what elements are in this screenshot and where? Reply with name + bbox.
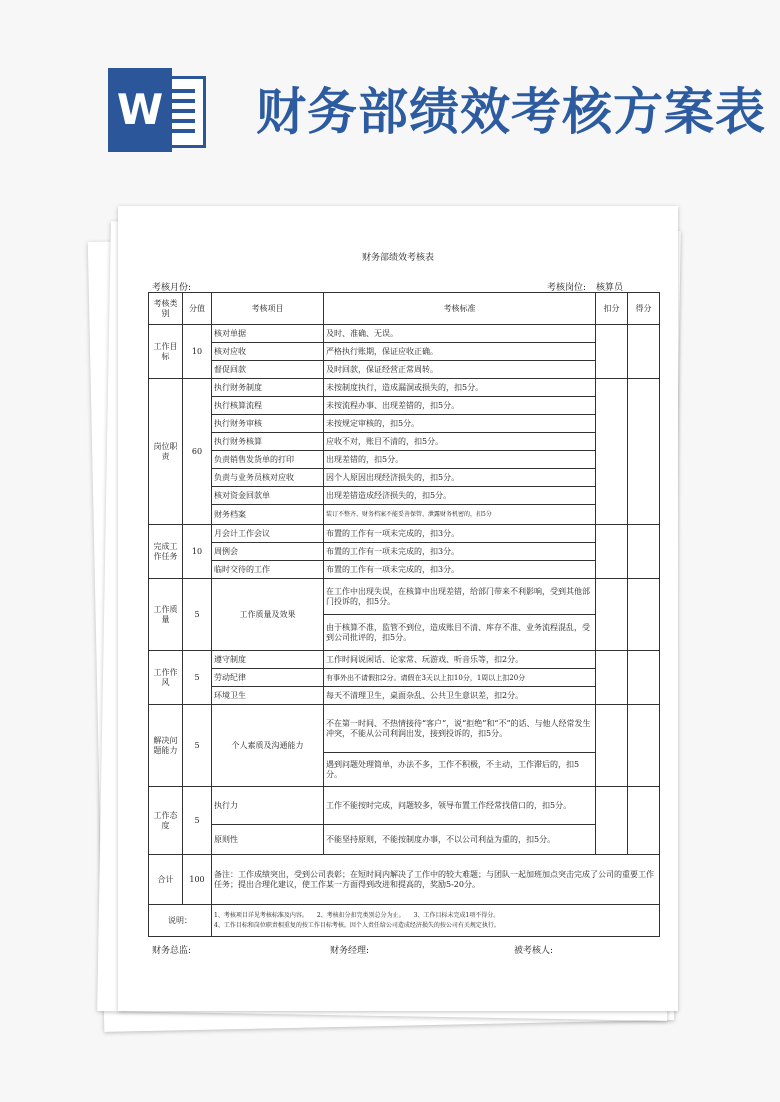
got-cell[interactable] xyxy=(628,705,660,787)
item-cell: 财务档案 xyxy=(212,505,324,525)
table-row xyxy=(149,451,660,469)
item-cell: 督促回款 xyxy=(212,361,324,379)
category-cell: 解决问题能力 xyxy=(149,705,183,787)
got-cell[interactable] xyxy=(628,787,660,855)
item-cell: 劳动纪律 xyxy=(212,669,324,687)
got-cell[interactable] xyxy=(628,325,660,379)
item-cell: 执行核算流程 xyxy=(212,397,324,415)
table-row xyxy=(149,325,660,343)
table-row xyxy=(149,379,660,397)
item-cell: 负责与业务员核对应收 xyxy=(212,469,324,487)
header-item: 考核项目 xyxy=(212,293,324,325)
standard-cell: 及时、准确、无误。 xyxy=(324,325,596,343)
post-value: 核算员 xyxy=(596,283,624,293)
table-row xyxy=(149,433,660,451)
document-page xyxy=(118,206,678,1011)
standard-cell: 未按规定审核的，扣5分。 xyxy=(324,415,596,433)
word-letter: W xyxy=(108,68,172,152)
standard-cell: 不在第一时间、不热情接待“客户”，说“拒绝”和“不”的话、与他人经常发生冲突，不能从公司利润出发，接到投诉的，扣5分。 xyxy=(324,705,596,753)
score-cell: 10 xyxy=(183,525,212,579)
item-cell: 执行财务制度 xyxy=(212,379,324,397)
banner-title: 财务部绩效考核方案表 xyxy=(256,83,766,141)
item-cell: 负责销售发货单的打印 xyxy=(212,451,324,469)
standard-cell: 有事外出不请假扣2分。请假在3天以上扣10分，1周以上扣20分 xyxy=(324,669,596,687)
table-header-row xyxy=(149,293,660,325)
month-label: 考核月份: xyxy=(152,283,192,293)
item-cell: 执行财务审核 xyxy=(212,415,324,433)
table-row xyxy=(149,561,660,579)
total-score: 100 xyxy=(183,855,212,905)
table-row xyxy=(149,787,660,825)
signature-assessee: 被考核人: xyxy=(514,946,554,956)
item-cell: 执行力 xyxy=(212,787,324,825)
got-cell[interactable] xyxy=(628,651,660,705)
word-document-icon xyxy=(108,68,208,152)
standard-cell: 未按制度执行，造成漏洞或损失的，扣5分。 xyxy=(324,379,596,397)
table-row xyxy=(149,505,660,525)
table-row xyxy=(149,579,660,615)
table-row xyxy=(149,469,660,487)
item-cell: 执行财务核算 xyxy=(212,433,324,451)
item-cell: 工作质量及效果 xyxy=(212,579,324,651)
explanation-label: 说明： xyxy=(149,905,212,937)
explanation-row xyxy=(149,905,660,937)
standard-cell: 工作不能按时完成，问题较多，领导布置工作经常找借口的，扣5分。 xyxy=(324,787,596,825)
item-cell: 个人素质及沟通能力 xyxy=(212,705,324,787)
standard-cell: 布置的工作有一项未完成的，扣3分。 xyxy=(324,525,596,543)
explanation-line: 4、工作目标和岗位职责相重复的按工作目标考核。因个人责任给公司造成经济损失的按公司有关规定执行。 xyxy=(214,921,500,929)
standard-cell: 布置的工作有一项未完成的，扣3分。 xyxy=(324,561,596,579)
deduct-cell[interactable] xyxy=(596,379,628,525)
got-cell[interactable] xyxy=(628,525,660,579)
standard-cell: 在工作中出现失误，在核算中出现差错，给部门带来不利影响，受到其他部门投诉的，扣5分。 xyxy=(324,579,596,615)
standard-cell: 应收不对，账目不清的，扣5分。 xyxy=(324,433,596,451)
score-cell: 5 xyxy=(183,705,212,787)
signature-director: 财务总监: xyxy=(152,946,192,956)
table-row xyxy=(149,705,660,753)
deduct-cell[interactable] xyxy=(596,705,628,787)
category-cell: 工作作风 xyxy=(149,651,183,705)
total-label: 合计 xyxy=(149,855,183,905)
score-cell: 5 xyxy=(183,651,212,705)
table-row xyxy=(149,687,660,705)
standard-cell: 由于核算不准，监管不到位，造成账目不清、库存不准、业务流程混乱，受到公司批评的，扣5分。 xyxy=(324,615,596,651)
post-label: 考核岗位: xyxy=(547,283,587,293)
item-cell: 核对资金回款单 xyxy=(212,487,324,505)
standard-cell: 装订不整齐、财务档案不能妥善保管、泄露财务机密的，扣5分 xyxy=(324,505,596,525)
got-cell[interactable] xyxy=(628,579,660,651)
deduct-cell[interactable] xyxy=(596,787,628,855)
table-row xyxy=(149,525,660,543)
table-row xyxy=(149,397,660,415)
category-cell: 工作目标 xyxy=(149,325,183,379)
standard-cell: 及时回款，保证经营正常周转。 xyxy=(324,361,596,379)
header-category: 考核类别 xyxy=(149,293,183,325)
standard-cell: 出现差错的，扣5分。 xyxy=(324,451,596,469)
deduct-cell[interactable] xyxy=(596,651,628,705)
item-cell: 临时交待的工作 xyxy=(212,561,324,579)
explanation-text xyxy=(212,905,660,937)
header-score: 分值 xyxy=(183,293,212,325)
explanation-line: 1、考核项目详见考核标准及内容。 2、考核扣分扣完类别总分为止。 3、工作目标未完成1项不得分。 xyxy=(214,911,500,919)
standard-cell: 严格执行账期，保证应收正确。 xyxy=(324,343,596,361)
signature-manager: 财务经理: xyxy=(330,946,370,956)
standard-cell: 未按流程办事、出现差错的，扣5分。 xyxy=(324,397,596,415)
standard-cell: 因个人原因出现经济损失的，扣5分。 xyxy=(324,469,596,487)
table-row xyxy=(149,651,660,669)
table-row xyxy=(149,343,660,361)
score-cell: 10 xyxy=(183,325,212,379)
item-cell: 环境卫生 xyxy=(212,687,324,705)
table-row xyxy=(149,361,660,379)
header-deduct: 扣分 xyxy=(596,293,628,325)
standard-cell: 布置的工作有一项未完成的，扣3分。 xyxy=(324,543,596,561)
item-cell: 遵守制度 xyxy=(212,651,324,669)
document-title: 财务部绩效考核表 xyxy=(361,253,434,263)
header-got: 得分 xyxy=(628,293,660,325)
header-standard: 考核标准 xyxy=(324,293,596,325)
item-cell: 原则性 xyxy=(212,825,324,855)
deduct-cell[interactable] xyxy=(596,325,628,379)
standard-cell: 每天不清理卫生，桌面杂乱、公共卫生意识差，扣2分。 xyxy=(324,687,596,705)
score-cell: 5 xyxy=(183,787,212,855)
standard-cell: 遇到问题处理简单，办法不多，工作不积极，不主动，工作滞后的，扣5分。 xyxy=(324,753,596,787)
table-row xyxy=(149,543,660,561)
item-cell: 周例会 xyxy=(212,543,324,561)
item-cell: 核对应收 xyxy=(212,343,324,361)
standard-cell: 出现差错造成经济损失的，扣5分。 xyxy=(324,487,596,505)
banner xyxy=(0,0,780,190)
assessment-table xyxy=(148,292,660,937)
category-cell: 完成工作任务 xyxy=(149,525,183,579)
got-cell[interactable] xyxy=(628,379,660,525)
table-row xyxy=(149,487,660,505)
table-row xyxy=(149,415,660,433)
standard-cell: 工作时间说闲话、论家常、玩游戏、听音乐等，扣2分。 xyxy=(324,651,596,669)
table-row xyxy=(149,669,660,687)
score-cell: 5 xyxy=(183,579,212,651)
item-cell: 月会计工作会议 xyxy=(212,525,324,543)
standard-cell: 不能坚持原则，不能按制度办事，不以公司利益为重的，扣5分。 xyxy=(324,825,596,855)
deduct-cell[interactable] xyxy=(596,579,628,651)
total-row xyxy=(149,855,660,905)
category-cell: 岗位职责 xyxy=(149,379,183,525)
total-note: 备注：工作成绩突出，受到公司表彰；在短时间内解决了工作中的较大难题；与团队一起加班加点突击完成了公司的重要工作任务；提出合理化建议，使工作某一方面得到改进和提高的，奖励5-20分。 xyxy=(212,855,660,905)
table-row xyxy=(149,825,660,855)
deduct-cell[interactable] xyxy=(596,525,628,579)
category-cell: 工作质量 xyxy=(149,579,183,651)
item-cell: 核对单据 xyxy=(212,325,324,343)
category-cell: 工作态度 xyxy=(149,787,183,855)
score-cell: 60 xyxy=(183,379,212,525)
